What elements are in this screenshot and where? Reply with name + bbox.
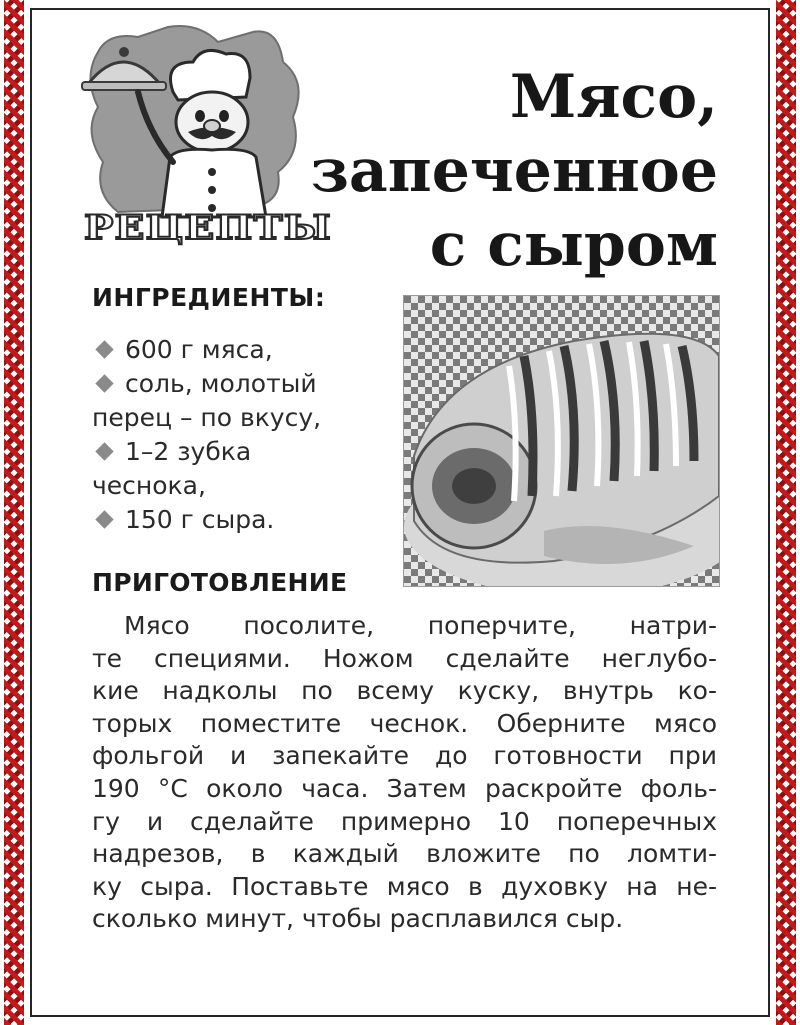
meat-roll-image (404, 296, 719, 586)
ingredient-text: чеснока, (92, 471, 206, 500)
preparation-line: торых поместите чеснок. Оберните мясо (92, 708, 717, 738)
ingredient-text: 1–2 зубка (125, 437, 252, 466)
meat-dish-photo (403, 295, 720, 587)
preparation-heading: ПРИГОТОВЛЕНИЕ (92, 568, 348, 597)
ingredient-text: соль, молотый (125, 369, 317, 398)
preparation-line: фольгой и запекайте до готовности при (92, 741, 717, 771)
preparation-line: надрезов, в каждый вложите по ломти- (92, 839, 717, 869)
preparation-line: 190 °С около часа. Затем раскройте фоль- (92, 773, 717, 803)
diamond-bullet-icon (95, 510, 113, 528)
preparation-line: те специями. Ножом сделайте неглубо- (92, 643, 717, 673)
diamond-bullet-icon (95, 374, 113, 392)
ingredient-line (92, 469, 402, 503)
ingredient-text: 600 г мяса, (125, 335, 273, 364)
preparation-text (92, 610, 717, 936)
recipes-logo (78, 22, 332, 248)
diamond-bullet-icon (95, 340, 113, 358)
ingredient-line (92, 503, 402, 537)
ingredient-line (92, 367, 402, 401)
title-line: запеченное (310, 136, 718, 206)
ingredient-line (92, 435, 402, 469)
ingredient-text: перец – по вкусу, (92, 403, 322, 432)
ingredient-line (92, 333, 402, 367)
title-line: Мясо, (509, 62, 718, 132)
preparation-line: Мясо посолите, поперчите, натри- (124, 611, 717, 640)
ingredient-line (92, 401, 402, 435)
logo-label: РЕЦЕПТЫ (84, 208, 332, 248)
recipe-title (298, 60, 718, 282)
ingredient-text: 150 г сыра. (125, 505, 275, 534)
ornamental-border-right (776, 0, 796, 1025)
ingredients-list (92, 333, 402, 537)
ingredients-heading: ИНГРЕДИЕНТЫ: (92, 283, 326, 312)
preparation-line: кие надколы по всему куску, внутрь ко- (92, 676, 717, 706)
ornamental-border-left (4, 0, 24, 1025)
preparation-line: сколько минут, чтобы расплавился сыр. (92, 904, 624, 934)
title-line: с сыром (429, 210, 718, 280)
preparation-line: ку сыра. Поставьте мясо в духовку на не- (92, 871, 717, 901)
preparation-line: гу и сделайте примерно 10 поперечных (92, 806, 717, 836)
diamond-bullet-icon (95, 442, 113, 460)
